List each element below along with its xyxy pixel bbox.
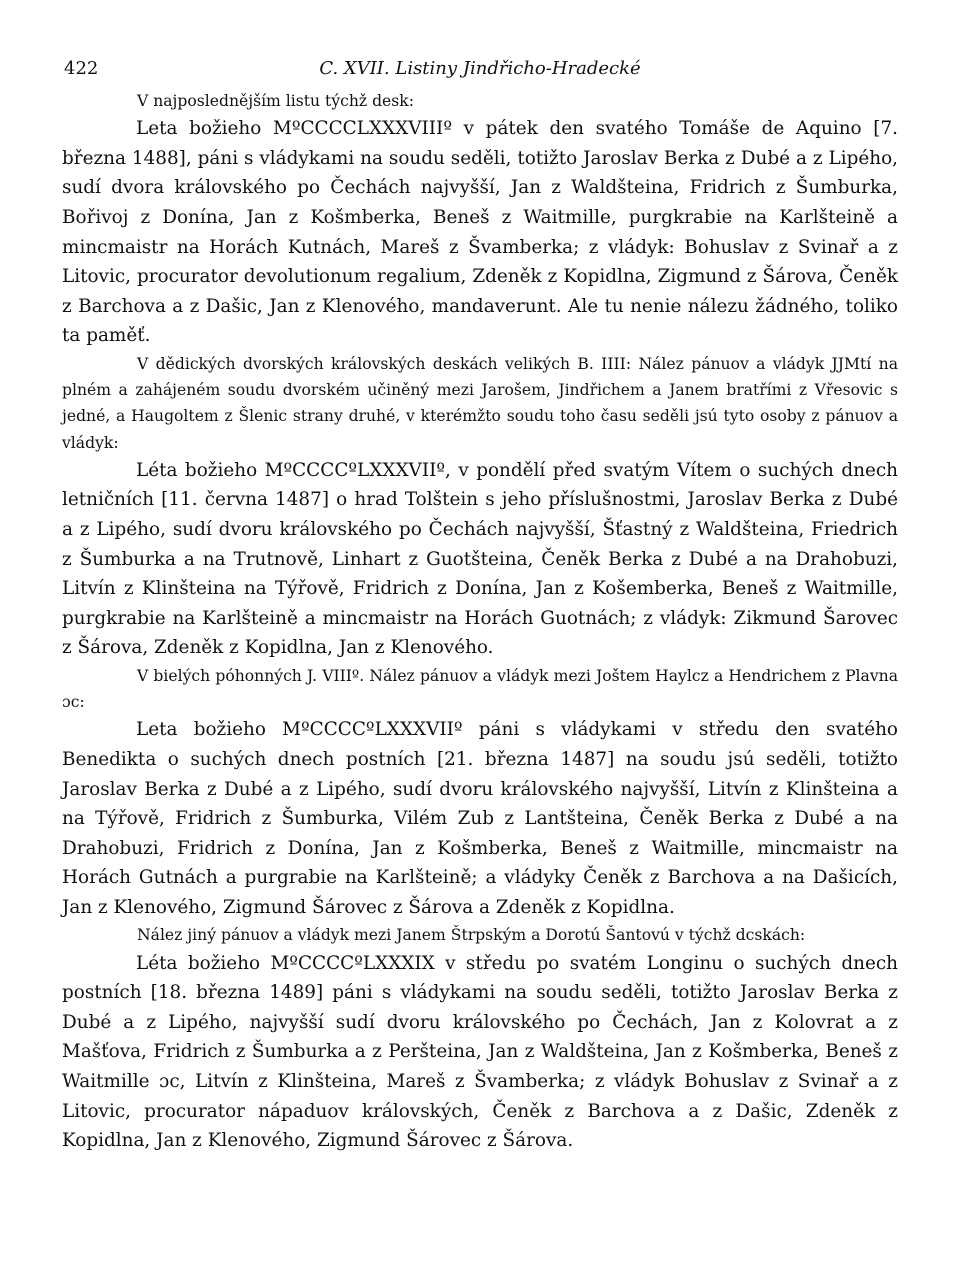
paragraph-record-1489: Léta božieho MºCCCCºLXXXIX v středu po svatém Longinu o suchých dnech postních [18. března 1489] páni s vládykami na soudu seděli, totižto Jaroslav Berka z Dubé a z Lipého, najvyšší sudí dvoru královského po Čechách, Jan z Kolovrat a z Mašťova, Fridrich z Šumburka a z Peršteina, Jan z Waldšteina, Jan z Košmberka, Beneš z Waitmille ɔc, Litvín z Klinšteina, Mareš z Švamberka; z vládyk Bohuslav z Svinař a z Litovic, procurator nápaduov královských, Čeněk z Barchova a z Dašic, Zdeněk z Kopidlna, Jan z Klenového, Zigmund Šárovec z Šárova. (62, 952, 898, 1152)
page-number: 422 (64, 58, 99, 79)
paragraph-intro: V bielých póhonných J. VIIIº. Nález pánuov a vládyk mezi Joštem Haylcz a Hendrichem z Plavna ɔc: (62, 666, 898, 712)
paragraph-intro: V najposlednějším listu týchž desk: (137, 92, 414, 110)
paragraph-record-1487-march: Leta božieho MºCCCCºLXXXVIIº páni s vládykami v středu den svatého Benedikta o suchých dnech postních [21. března 1487] na soudu jsú seděli, totižto Jaroslav Berka z Dubé a z Lipého, sudí dvoru královského najvyšší, Litvín z Klinšteina a na Týřově, Fridrich z Šumburka, Vilém Zub z Lantšteina, Čeněk Berka z Dubé a na Drahobuzi, Fridrich z Donína, Jan z Košmberka, Beneš z Waitmille, mincmaistr na Horách Gutnách a purgrabie na Karlšteině; a vládyky Čeněk z Barchova a na Dašicích, Jan z Klenového, Zigmund Šárovec z Šárova a Zdeněk z Kopidlna. (62, 719, 898, 918)
page-header (62, 54, 898, 88)
paragraph-record-1487-june: Léta božieho MºCCCCºLXXXVIIº, v pondělí před svatým Vítem o suchých dnech letničních [11. června 1487] o hrad Tolštein s jeho příslušnostmi, Jaroslav Berka z Dubé a z Lipého, sudí dvoru královského po Čechách najvyšší, Šťastný z Waldšteina, Friedrich z Šumburka a na Trutnově, Linhart z Guotšteina, Čeněk Berka z Dubé a na Drahobuzi, Litvín z Klinšteina na Týřově, Fridrich z Donína, Jan z Košemberka, Beneš z Waitmille, purgkrabie na Karlšteině a mincmaistr na Horách Guotnách; z vládyk: Zikmund Šarovec z Šárova, Zdeněk z Kopidlna, Jan z Klenového. (62, 459, 898, 659)
paragraph-intro: Nález jiný pánuov a vládyk mezi Janem Štrpským a Dorotú Šantovú v týchž dcskách: (137, 926, 806, 945)
paragraph-record-1488: Leta božieho MºCCCCLXXXVIIIº v pátek den svatého Tomáše de Aquino [7. března 1488], páni s vládykami na soudu seděli, totižto Jaroslav Berka z Dubé a z Lipého, sudí dvora královského po Čechách najvyšší, Jan z Waldšteina, Fridrich z Šumburka, Bořivoj z Donína, Jan z Košmberka, Beneš z Waitmille, purgkrabie na Karlšteině a mincmaistr na Horách Kutnách, Mareš z Švamberka; z vládyk: Bohuslav z Svinař a z Litovic, procurator devolutionum regalium, Zdeněk z Kopidlna, Zigmund z Šárova, Čeněk z Barchova a z Dašic, Jan z Klenového, mandaverunt. Ale tu nenie nálezu žádného, toliko ta paměť. (62, 118, 898, 347)
running-title: C. XVII. Listiny Jindřicho-Hradecké (319, 58, 641, 79)
paragraph-intro: V dědických dvorských královských deskách velikých B. IIII: Nález pánuov a vládyk JJMtí na plném a zahájeném soudu dvorském učiněný mezi Jarošem, Jindřichem a Janem bratřími z Vřesovic s jedné, a Haugoltem z Šlenic strany druhé, v kterémžto soudu toho času seděli jsú tyto osoby z pánuov a vládyk: (62, 354, 898, 452)
